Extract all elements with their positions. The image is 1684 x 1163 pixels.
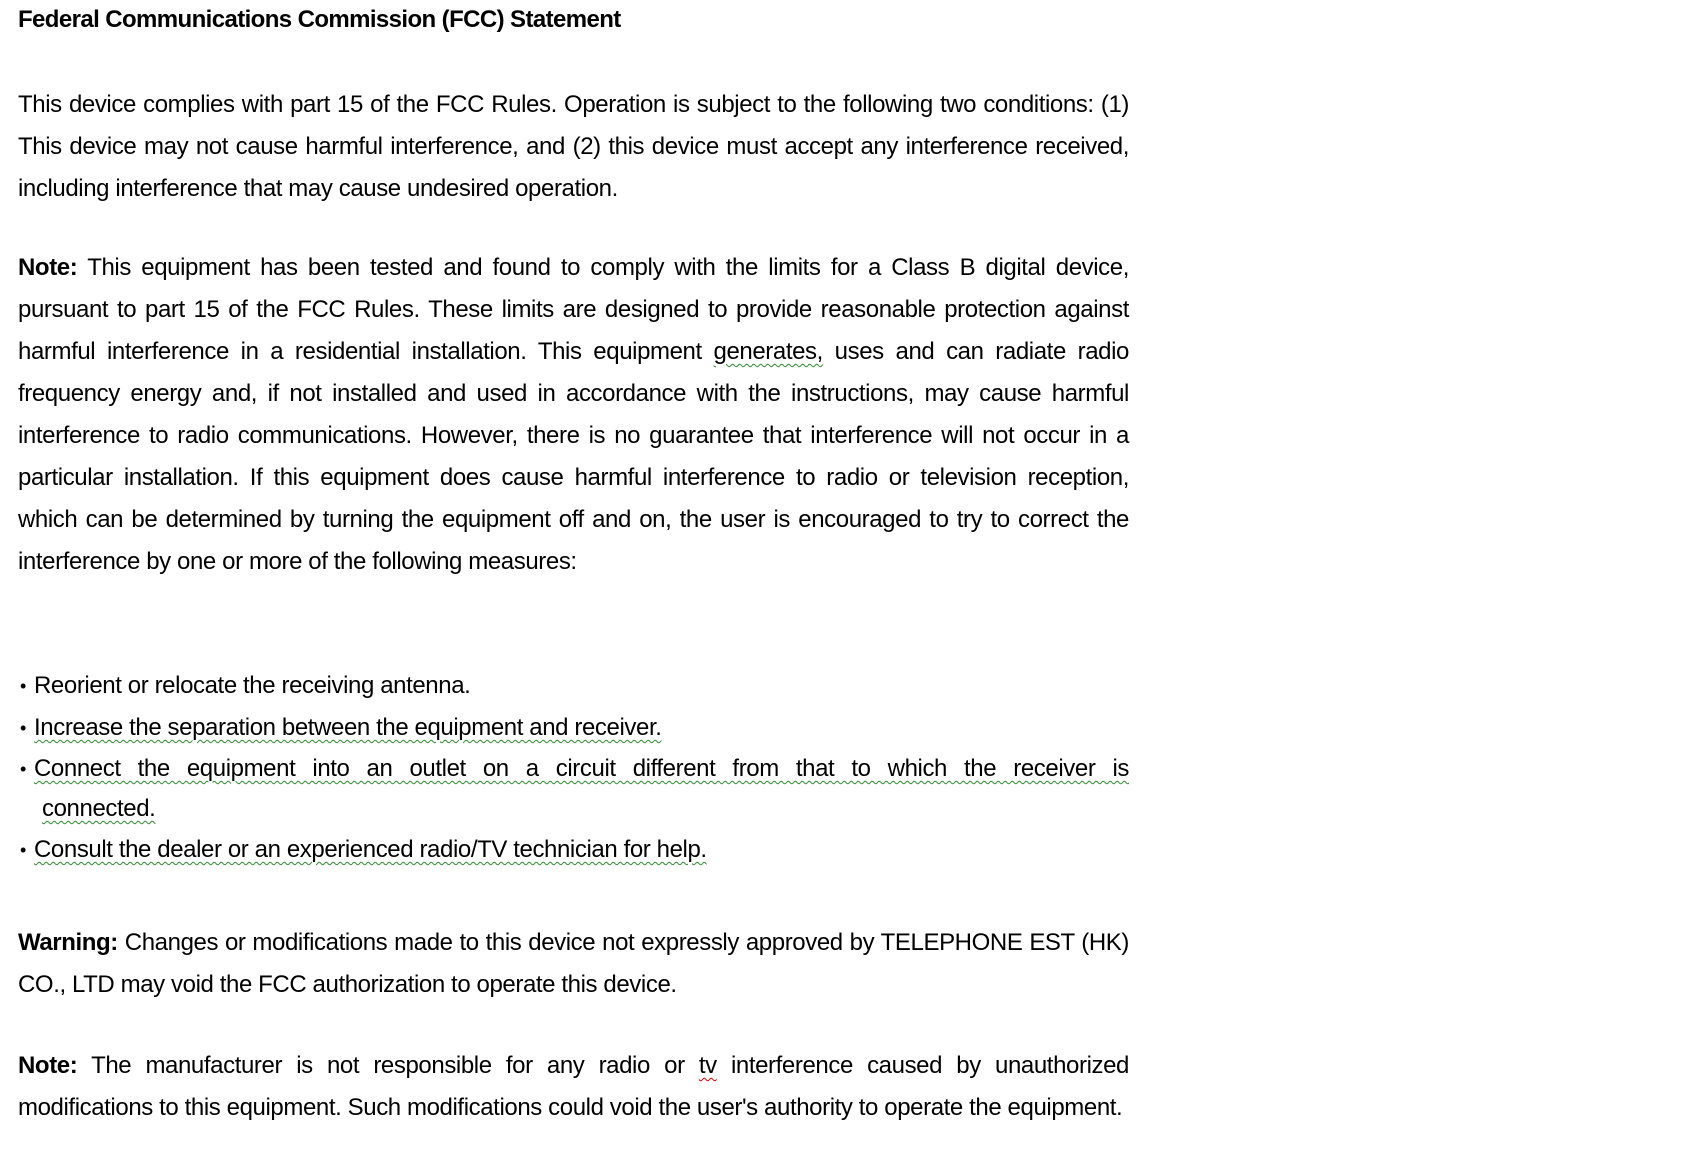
note-text-before: The manufacturer is not responsible for any radio or xyxy=(77,1052,699,1079)
list-item-continuation[interactable]: connected. xyxy=(42,795,156,822)
bullet-icon: • xyxy=(20,759,26,779)
list-item xyxy=(18,665,1129,707)
compliance-paragraph: This device complies with part 15 of the FCC Rules. Operation is subject to the following two conditions: (1) This device may not cause harmful interference, and (2) this device must accept any interference received, including interference that may cause undesired operation. xyxy=(18,91,1129,202)
bullet-icon: • xyxy=(20,676,26,696)
document-title: Federal Communications Commission (FCC) Statement xyxy=(18,6,621,33)
warning-text: Changes or modifications made to this device not expressly approved by TELEPHONE EST (HK) CO., LTD may void the FCC authorization to operate this device. xyxy=(18,929,1129,998)
list-item-text[interactable]: Increase the separation between the equipment and receiver. xyxy=(34,714,662,741)
list-item xyxy=(18,707,1129,749)
measures-list xyxy=(18,665,1129,871)
note-text-before: This equipment has been tested and found to comply with the limits for a Class B digital device, pursuant to part 15 of the FCC Rules. These limits are designed to provide reasonable protection against harmful interference in a residential installation. This equipment xyxy=(18,254,1129,365)
bullet-icon: • xyxy=(20,840,26,860)
bullet-icon: • xyxy=(20,718,26,738)
list-item-text: Reorient or relocate the receiving antenna. xyxy=(34,672,471,699)
list-item-text[interactable]: Consult the dealer or an experienced radio/TV technician for help. xyxy=(34,836,707,863)
list-item-text[interactable]: Connect the equipment into an outlet on a circuit different from that to which the receiver is xyxy=(34,755,1129,782)
list-item xyxy=(18,749,1129,829)
warning-label: Warning: xyxy=(18,929,118,956)
spelling-flagged-word[interactable]: tv xyxy=(698,1052,717,1079)
grammar-flagged-word[interactable]: generates, xyxy=(713,338,823,365)
warning-paragraph xyxy=(18,922,1129,1006)
list-item xyxy=(18,829,1129,871)
note-text-after: interference caused by unauthorized modifications to this equipment. Such modifications could void the user's authority to operate the equipment. xyxy=(18,1052,1129,1121)
note-text-after: uses and can radiate radio frequency energy and, if not installed and used in accordance with the instructions, may cause harmful interference to radio communications. However, there is no guarantee that interference will not occur in a particular installation. If this equipment does cause harmful interference to radio or television reception, which can be determined by turning the equipment off and on, the user is encouraged to try to correct the interference by one or more of the following measures: xyxy=(18,338,1129,575)
note-paragraph xyxy=(18,247,1129,583)
manufacturer-note-paragraph xyxy=(18,1045,1129,1129)
note-label: Note: xyxy=(18,254,78,281)
note-label: Note: xyxy=(18,1052,78,1079)
